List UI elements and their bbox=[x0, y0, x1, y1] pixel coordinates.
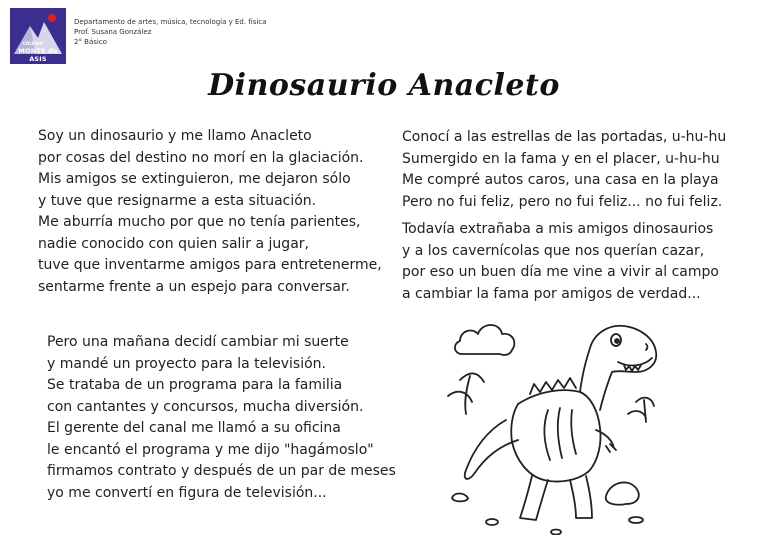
stanza-line: tuve que inventarme amigos para entretenerme, bbox=[38, 257, 382, 273]
sun-icon bbox=[48, 14, 56, 22]
stanza-line: Me aburría mucho por que no tenía parientes, bbox=[38, 214, 361, 230]
stanza-3 bbox=[402, 127, 726, 213]
page-title: Dinosaurio Anacleto bbox=[208, 68, 560, 103]
header-department: Departamento de artes, música, tecnología y Ed. física bbox=[74, 18, 267, 26]
stanza-line: Sumergido en la fama y en el placer, u-hu-hu bbox=[402, 150, 720, 167]
stanza-line: Me compré autos caros, una casa en la playa bbox=[402, 172, 719, 188]
logo-top-text: COLEGIO bbox=[23, 41, 43, 46]
stanza-line: y mandé un proyecto para la televisión. bbox=[47, 355, 326, 372]
stanza-line: por eso un buen día me vine a vivir al campo bbox=[402, 264, 719, 280]
rock-icon bbox=[452, 494, 468, 502]
header-teacher: Prof. Susana González bbox=[74, 28, 152, 36]
stanza-4 bbox=[402, 219, 719, 305]
stanza-line: Mis amigos se extinguieron, me dejaron sólo bbox=[38, 171, 351, 187]
stanza-line: Conocí a las estrellas de las portadas, u-hu-hu bbox=[402, 129, 727, 145]
logo-caption: MONTE de ASIS bbox=[18, 47, 58, 63]
stanza-line: firmamos contrato y después de un par de meses bbox=[47, 463, 396, 479]
stanza-line: le encantó el programa y me dijo "hagámoslo" bbox=[47, 441, 374, 458]
stanza-line: y tuve que resignarme a esta situación. bbox=[38, 192, 317, 209]
school-logo bbox=[10, 8, 66, 64]
rock-icon bbox=[606, 482, 639, 504]
stanza-line: Se trataba de un programa para la familia bbox=[47, 377, 343, 393]
stanza-line: Pero no fui feliz, pero no fui feliz... no fui feliz. bbox=[402, 193, 723, 210]
cloud-icon bbox=[455, 325, 514, 355]
header-grade: 2° Básico bbox=[74, 38, 107, 46]
plant-icon bbox=[628, 398, 654, 422]
stanza-line: sentarme frente a un espejo para conversar. bbox=[38, 278, 350, 295]
document-header bbox=[74, 17, 266, 47]
stanza-2 bbox=[47, 332, 396, 504]
stanza-line: Pero una mañana decidí cambiar mi suerte bbox=[47, 334, 349, 350]
stanza-line: Todavía extrañaba a mis amigos dinosaurios bbox=[402, 221, 714, 237]
stanza-line: con cantantes y concursos, mucha diversión. bbox=[47, 398, 364, 415]
stanza-line: El gerente del canal me llamó a su oficina bbox=[47, 420, 341, 436]
stanza-line: Soy un dinosaurio y me llamo Anacleto bbox=[38, 128, 312, 144]
stanza-line: por cosas del destino no morí en la glaciación. bbox=[38, 149, 364, 166]
dinosaur-illustration bbox=[440, 310, 670, 535]
stanza-line: a cambiar la fama por amigos de verdad... bbox=[402, 285, 701, 302]
stanza-line: nadie conocido con quien salir a jugar, bbox=[38, 235, 309, 252]
stanza-1 bbox=[38, 126, 382, 298]
stanza-line: y a los cavernícolas que nos querían cazar, bbox=[402, 242, 705, 259]
plant-icon bbox=[448, 373, 484, 414]
stanza-line: yo me convertí en figura de televisión... bbox=[47, 484, 327, 501]
